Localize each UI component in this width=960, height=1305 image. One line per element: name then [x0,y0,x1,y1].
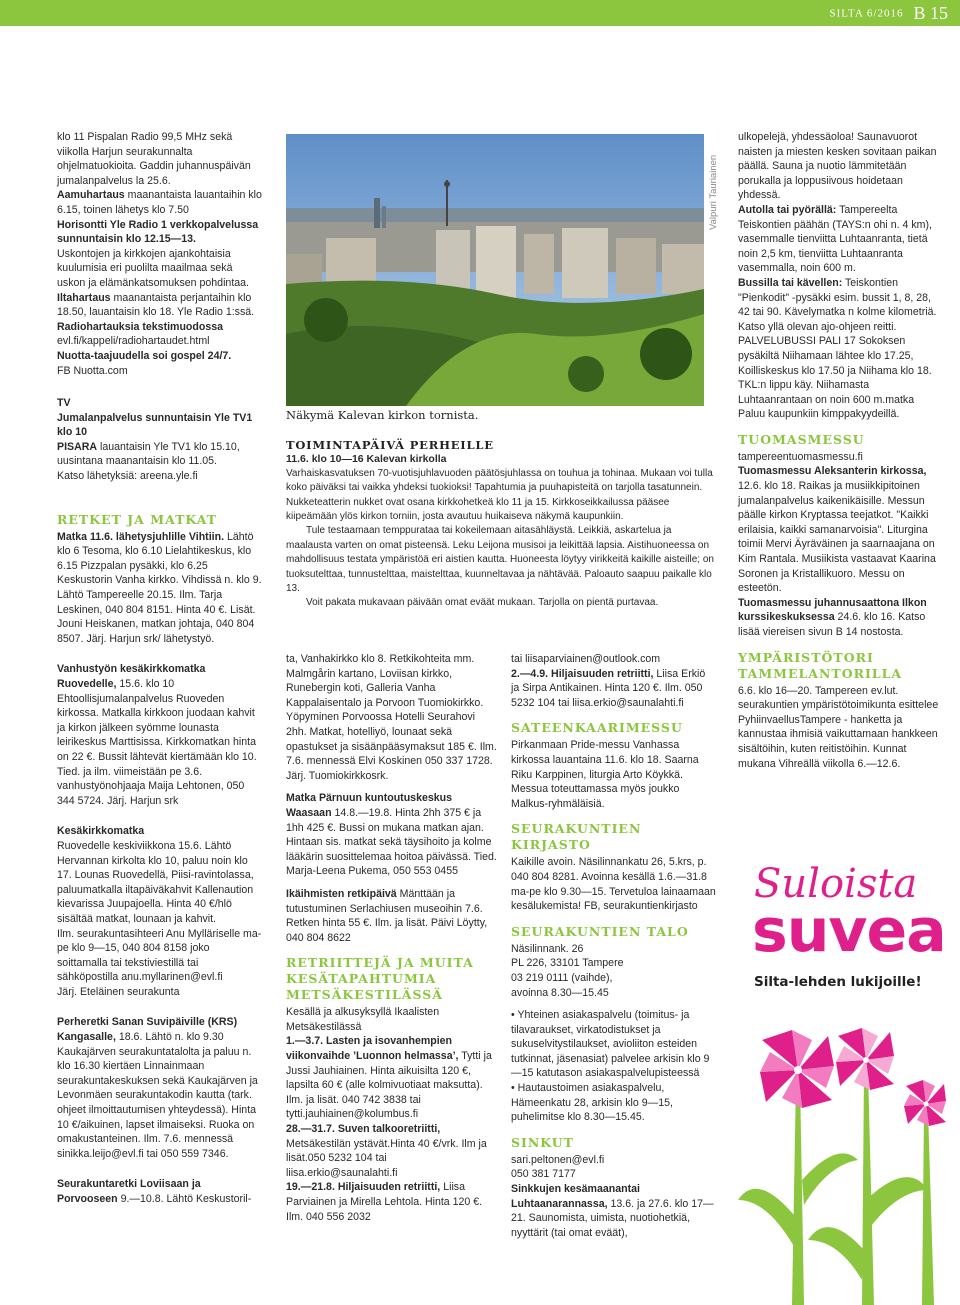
body-text: Mänttään ja tutustuminen Serlachiusen museoihin 7.6. Retken hinta 55 €. Ilm. ja lisät. Päivi Löytty, 040 804 8622 [286,887,488,944]
text-paragraph [286,1122,498,1180]
bold-lead: Iltahartaus [57,291,111,304]
body-text: Lähtö klo 6 Tesoma, klo 6.10 Lielahtikeskus, klo 6.15 Pizzpalan pysäkki, klo 6.25 Keskustorin Vanha kirkko. Vihdissä n. klo 9. Lähtö Tampereelle 20.15. Ilm. Tarja Leskinen, 040 804 8151. Hinta 40 €. Lisät. Jouni Heiskanen, matkan johtaja, 040 804 8507. Järj. Harjun srk/ lähetystyö. [57,530,262,645]
text-paragraph [738,464,943,595]
text-paragraph [57,247,262,291]
body-text: 15.6. klo 10 Ehtoollisjumalanpalvelus Ruoveden kirkossa. Matkalla kirkkoon juodaan kahvit ja kirkon jälkeen syömme lounasta leirikeskus Marttisissa. Kirkkomatkan hinta on 22 €. Bussit lähtevät kiertämään klo 10. Tied. ja ilm. viimeistään pe 3.6. vanhustyönohjaaja Maija Lehtonen, 050 344 5724. Järj. Harjun srk [57,678,257,807]
family-day-paragraph-2: Tule testaamaan temppurataa tai kokeilemaan aitasähläystä. Leikkiä, askartelua ja maalausta varten on omat pisteensä. Leku Leijona musisoi ja leikittää lapsia. Aistihuoneessa on mahdollisuus testata ympäristöä eri aistien kautta. Huoneesta löytyy virikkeitä kaikille aisteille; on tuoksutelttaa, tunnustelttaa, maistelttaa, kuunneltavaa ja nähtävää. Paloauto saapuu paikalle klo 13. [286,525,714,595]
family-day-box [286,438,716,611]
text-paragraph [57,839,262,927]
text-paragraph [57,985,262,1000]
trip-ruovesi [57,662,262,808]
text-paragraph [57,396,262,411]
body-text: • Hautaustoimen asiakaspalvelu, Hämeenkatu 28, arkisin klo 9—15, puhelimitse klo 8.30—15.45. [511,1082,673,1124]
column-4 [738,130,943,771]
bold-lead: Radiohartauksia tekstimuodossa [57,320,224,333]
bold-lead: Perheretki Sanan Suvipäiville (KRS) Kangasalle, [57,1016,238,1044]
text-paragraph [511,855,716,913]
text-paragraph [511,667,716,711]
bold-lead: Kesäkirkkomatka [57,825,145,838]
text-paragraph [511,1081,716,1125]
text-paragraph [57,130,262,188]
bold-lead: PISARA [57,440,98,453]
photo-credit-text: Valpuri Tauriainen [708,154,719,230]
section-title: SEURAKUNTIEN TALO [511,923,689,939]
body-text: tai liisaparviainen@outlook.com [511,653,661,665]
text-paragraph [511,986,716,1001]
promo-line-1: Suloista [754,861,918,907]
summer-promo [738,860,948,1305]
text-paragraph [57,469,262,484]
section-title: TUOMASMESSU [738,431,865,447]
photo-caption: Näkymä Kalevan kirkon tornista. [286,408,479,422]
text-paragraph [511,652,716,667]
body-text: Ruovedelle keskiviikkona 15.6. Lähtö Hervannan kirkolta klo 10, paluu noin klo 17. Lounas Ruovedellä, Piisi-ravintolassa, paluumatkalla iltapäiväkahvit Kallenaution kievarissa Juupajoella. Hinta 40 €/hlö sisältää matkat, lounaan ja kahvit. [57,839,254,925]
text-paragraph [57,349,262,364]
body-text: Teiskontien "Pienkodit" -pysäkki esim. bussit 1, 8, 28, 42 tai 90. Kävelymatka n kolme kilometriä. Katso yllä olevan ajo-ohjeen reitti. PALVELUBUSSI PALI 17 Sokoksen pysäkiltä Niihamaan lähtee klo 17.25, Koilliskeskus klo 17.50 ja Niihama klo 18. TKL:n lippu käy. Niihamasta Luhtaanrantaan on noin 600 m.matka Paluu kaupunkiin kimppakyydeillä. [738,276,937,421]
bold-lead: Ikäihmisten retkipäivä [286,887,397,900]
radio-section [57,130,262,378]
city-view-photo [286,134,704,406]
family-day-paragraph-3: Voit pakata mukavaan päivään omat eväät mukaan. Tarjolla on pientä purtavaa. [306,597,659,609]
text-paragraph [57,188,262,217]
family-day-subtitle: 11.6. klo 10—16 Kalevan kirkolla [286,453,447,466]
promo-line-3: Silta-lehden lukijoille! [754,974,922,990]
bold-lead: Tuomasmessu juhannusaattona Ilkon kurssikeskuksessa [738,596,927,624]
body-text: Kaikille avoin. Näsilinnankatu 26, 5.krs, p. 040 804 8281. Avoinna kesällä 1.6.—31.8 ma-pe klo 9.30—15. Tervetuloa lainaamaan kesälukemista! FB, seurakuntienkirjasto [511,856,716,913]
body-text: ulkopelejä, yhdessäoloa! Saunavuorot naisten ja miesten kesken sovitaan paikan päällä. Sauna ja nuotio lämmitetään porukalla ja loppusiivous hoidetaan yhdessä. [738,131,937,202]
body-text: avoinna 8.30—15.45 [511,986,609,999]
page-number: B 15 [913,3,948,23]
body-text: 13.6. ja 27.6. klo 17—21. Saunomista, uimista, nuotiohetkiä, nyyttärit (tai omat eväät), [511,1197,714,1239]
spacer [286,783,498,791]
body-text: tampereentuomasmessu.fi [738,450,863,463]
page-header-bar [0,0,960,26]
text-paragraph [286,887,498,945]
body-text: FB Nuotta.com [57,364,128,377]
pinwheel-flowers-illustration [738,1000,948,1305]
body-text: ta, Vanhakirkko klo 8. Retkikohteita mm. Malmgårin kartano, Loviisan kirkko, Runebergin koti, Galleria Vanha Kappalaisentalo ja Porvoon Tuomiokirkko. Yöpyminen Porvoossa Hotelli Seurahovi 2hh. Matkat, hotelliyö, lounaat sekä opastukset ja sisäänpääsymaksut 185 €. Ilm. 7.6. mennessä Elvi Koskinen 050 337 1728. Järj. Tuomiokirkkosrk. [286,653,497,782]
body-text: Katso lähetyksiä: areena.yle.fi [57,470,198,483]
section-title: SATEENKAARIMESSU [511,720,683,736]
body-text: Kesällä ja alkusyksyllä Ikaalisten Metsäkestilässä [286,1006,440,1033]
body-text: Liisa Parviainen ja Mirella Lehtola. Hinta 120 €. Ilm. 040 556 2032 [286,1181,483,1223]
body-text: Tytti ja Jussi Jauhiainen. Hinta aikuisilta 120 €, lapsilta 60 € (alle kolmivuotiaat maksutta). Ilm. ja lisät. 040 742 3838 tai tytti.jauhiainen@kolumbus.fi [286,1050,492,1121]
body-text: Liisa Erkiö ja Sirpa Antikainen. Hinta 120 €. Ilm. 050 5232 104 tai liisa.erkio@saunalahti.fi [511,667,706,709]
issue-label: SILTA 6/2016 [829,7,904,20]
text-paragraph [286,791,498,879]
bold-lead: Sinkkujen kesämaanantai Luhtaanarannassa, [511,1183,640,1210]
body-text: Pirkanmaan Pride-messu Vanhassa kirkossa lauantaina 11.6. klo 18. Saarna Riku Karppinen, liturgia Arto Köykkä. Messua toteuttamassa myös joukko Malkus-ryhmäläisiä. [511,739,699,810]
text-paragraph [57,320,262,335]
section-title: YMPÄRISTÖTORI TAMMELANTORILLA [738,649,903,681]
body-text: 6.6. klo 16—20. Tampereen ev.lut. seurakuntien ympäristötoimikunta esittelee PyhiinvaellusTampere - hanketta ja kannustaa ihmisiä vaikuttamaan hankkeen sisältöihin, kuten reitistöihin. Kunnat mukana Vihreällä viikolla 6.—12.6. [738,684,939,770]
bold-lead: Bussilla tai kävellen: [738,276,843,289]
bold-lead: 19.—21.8. Hiljaisuuden retriitti, [286,1181,441,1194]
text-paragraph [286,652,498,783]
bold-lead: Vanhustyön kesäkirkkomatka Ruovedelle, [57,663,206,690]
promo-line-2: suvea [752,896,946,966]
body-text: Metsäkestilän ystävät.Hinta 40 €/vrk. Ilm ja lisät.050 5232 104 tai liisa.erkio@saunalahti.fi [286,1137,487,1179]
body-text: 18.6. Lähtö n. klo 9.30 Kaukajärven seurakuntatalolta ja paluu n. klo 16.30 kiertäen Linnainmaan seurakuntakeskuksen sekä Kaukajärven ja Levonmäen seurakuntakodin kautta (tark. ohjeet ilmoittautumisen yhteydessä). Hinta 10 €/aikuinen, lapset ilmaiseksi. Ruoka on omakustanteinen. Ilm. 7.6. mennessä sinikka.leijo@evl.fi tai 050 559 7346. [57,1031,258,1160]
text-paragraph [286,1034,498,1122]
body-text: • Yhteinen asiakaspalvelu (toimitus- ja tilavaraukset, virkatodistukset ja sukuselvitystilaukset, avioliiton esteiden tutkinnat, jäsenasiat) palvelee arkisin klo 9—15 katutason asiakaspalvelupisteessä [511,1009,710,1080]
body-text: Uskontojen ja kirkkojen ajankohtaisia kuulumisia eri puolilta maailmaa sekä uskon ja elämänkatsomuksen pohdintaa. [57,247,249,289]
family-day-paragraph-1: Varhaiskasvatuksen 70-vuotisjuhlavuoden päätösjuhlassa on touhua ja tohinaa. Mukaan voi tulla koko päiväksi tai vaikka yhdeksi tuokioksi! Tapahtumia ja puuhapisteitä on tarjolla tasatunnein. Nukketeatterin nukket ovat osana kirkkohetkeä klo 11 ja 15. Kirkkoseikkailussa pääsee kiipeämään ylös kirkon torniin, josta avautuu huikaiseva näkymä kaupunkiin. [286,467,713,523]
text-paragraph [738,276,943,422]
body-text: 050 381 7177 [511,1168,576,1181]
body-text: 14.8.—19.8. Hinta 2hh 375 € ja 1hh 425 €. Bussi on mukana matkan ajan. Hintaan sis. matkat sekä täysihoito ja kolme lääkärin suosittelemaa hoitoa päivässä. Tied. Marja-Leena Pukema, 050 553 0455 [286,806,497,878]
body-text: lauantaisin Yle TV1 klo 15.10, uusintana maanantaisin klo 11.05. [57,440,240,468]
text-paragraph [738,203,943,276]
bold-lead: Horisontti Yle Radio 1 verkkopalvelussa sunnuntaisin klo 12.15—13. [57,218,259,246]
text-paragraph [57,1177,262,1206]
bold-lead: Aamuhartaus [57,189,125,202]
city-photo-illustration [286,134,704,406]
spacer [286,879,498,887]
tv-section [57,396,262,484]
text-paragraph [57,662,262,808]
trip-loviisa [57,1177,262,1206]
body-text: evl.fi/kappeli/radiohartaudet.html [57,335,210,348]
trip-summer-church [57,824,262,999]
bold-lead: Autolla tai pyörällä: [738,203,837,216]
text-paragraph [511,738,716,811]
text-paragraph [511,1182,716,1240]
bold-lead: Matka Pärnuun kuntoutuskeskus Waasaan [286,792,453,819]
text-paragraph [57,1015,262,1161]
text-paragraph [511,956,716,971]
text-paragraph [738,596,943,640]
body-text: klo 11 Pispalan Radio 99,5 MHz sekä viikolla Harjun seurakunnalta ohjelmatuokioita. Gaddin juhannuspäivän jumalanpalvelus la 25.6. [57,131,251,187]
column-1 [57,130,262,1207]
bold-lead: Seurakuntaretki Loviisaan ja Porvooseen [57,1178,201,1205]
column-3 [511,652,716,1240]
spacer [511,1000,716,1008]
bold-lead: TV [57,397,71,410]
column-2 [286,652,498,1224]
bold-lead: Nuotta-taajuudella soi gospel 24/7. [57,349,232,362]
bold-lead: 28.—31.7. Suven talkooretriitti, [286,1123,441,1136]
trip-vihti [57,530,262,647]
body-text: sari.peltonen@evl.fi [511,1153,605,1166]
section-title: SINKUT [511,1134,574,1150]
body-text: 9.—10.8. Lähtö Keskustoril- [117,1193,252,1205]
text-paragraph [57,411,262,440]
text-paragraph [738,130,943,203]
text-paragraph [57,440,262,469]
bold-lead: Matka 11.6. lähetysjuhlille Vihtiin. [57,530,225,543]
text-paragraph [738,684,943,772]
trip-family [57,1015,262,1161]
body-text: 24.6. klo 16. Katso lisää viereisen sivun B 14 nostosta. [738,611,926,638]
text-paragraph [57,824,262,839]
bold-lead: Tuomasmessu Aleksanterin kirkossa, [738,465,927,478]
body-text: Tampereelta Teiskontien päähän (TAYS:n ohi n. 4 km), vasemmalle tienviitta Luhtaanranta, tietä noin 2,5 km, tienviitta Luhtaanranta vasemmalla, noin 600 m. [738,203,932,275]
section-title: SEURAKUNTIEN KIRJASTO [511,821,642,853]
section-title: RETRIITTEJÄ JA MUITA KESÄTAPAHTUMIA METSÄKESTILÄSSÄ [286,955,474,1003]
body-text: Järj. Eteläinen seurakunta [57,985,180,998]
body-text: 03 219 0111 (vaihde), [511,971,613,984]
text-paragraph [57,530,262,647]
body-text: maanantaista lauantaihin klo 6.15, toinen lähetys klo 7.50 [57,189,262,216]
body-text: Ilm. seurakuntasihteeri Anu Mylläriselle ma-pe klo 9—15, 040 804 8158 joko soittamalla tai tekstiviestillä tai sähköpostilla anu.myllarinen@evl.fi [57,927,262,984]
text-paragraph [738,450,943,465]
body-text: 12.6. klo 18. Raikas ja musiikkipitoinen jumalanpalvelus kaikenikäisille. Messun päälle kirkon Kryptassa teejatkot. "Kaikki erilaisia, kaikki samanarvoisia". Liturgina toimii Mervi Äyräväinen ja saarnaajana on Kim Rantala. Musiikista vastaavat Kaarina Soronen ja Kristallikuoro. Messu on esteetön. [738,480,936,595]
text-paragraph [511,942,716,957]
page-header [830,3,949,24]
text-paragraph [511,971,716,986]
text-paragraph [511,1008,716,1081]
text-paragraph [286,1180,498,1224]
bold-lead: 2.—4.9. Hiljaisuuden retriitti, [511,667,654,680]
bold-lead: Jumalanpalvelus sunnuntaisin Yle TV1 klo 10 [57,411,253,439]
text-paragraph [57,364,262,379]
family-day-title: TOIMINTAPÄIVÄ PERHEILLE [286,438,494,452]
text-paragraph [57,291,262,320]
text-paragraph [511,1153,716,1168]
body-text: Näsilinnank. 26 [511,942,584,955]
text-paragraph [57,218,262,247]
text-paragraph [57,334,262,349]
body-text: PL 226, 33101 Tampere [511,957,624,970]
text-paragraph [286,1005,498,1034]
text-paragraph [57,927,262,985]
section-title-retket: RETKET JA MATKAT [57,511,218,527]
body-text: maanantaista perjantaihin klo 18.50, lauantaisin klo 18. Yle Radio 1:ssä. [57,291,255,319]
text-paragraph [511,1167,716,1182]
photo-credit [702,134,728,230]
bold-lead: 1.—3.7. Lasten ja isovanhempien viikonvaihde ’Luonnon helmassa’, [286,1035,459,1063]
